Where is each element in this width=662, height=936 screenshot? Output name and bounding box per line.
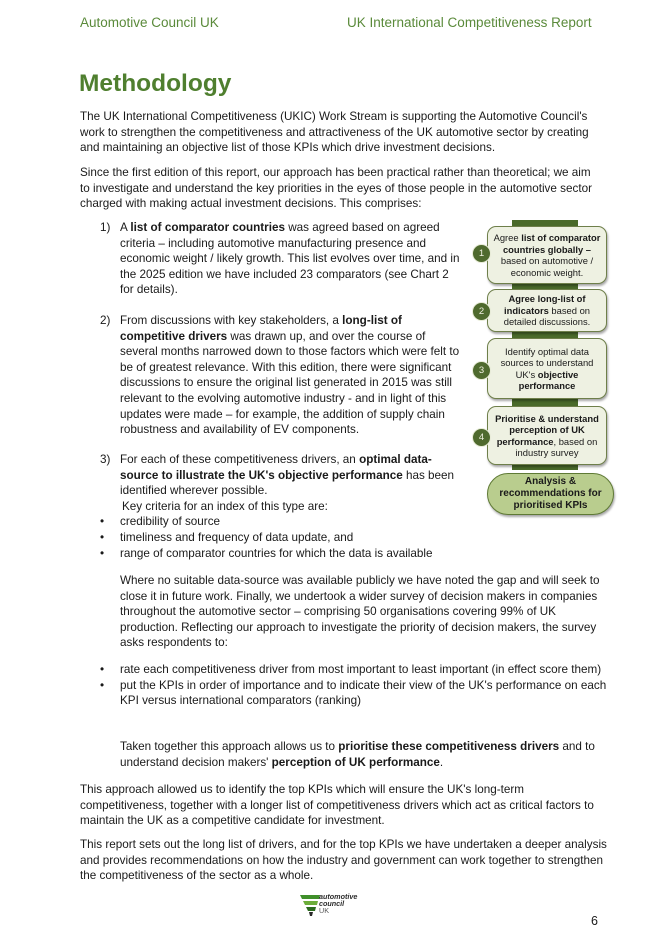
outro-paragraph-1: This approach allowed us to identify the top KPIs which will ensure the UK's long-term competitiveness, together with a longer list of competitiveness drivers which act as critical factors to maintain the UK as a competitive candidate for investment. bbox=[80, 783, 594, 828]
step-1-badge: 1 bbox=[472, 244, 491, 263]
intro-paragraph-1: The UK International Competitiveness (UKIC) Work Stream is supporting the Automotive Council's work to strengthen the competitiveness and attractiveness of the UK automotive sector by creating and maintaining an objective list of those KPIs which drive investment decisions. bbox=[80, 110, 589, 155]
step-2-badge: 2 bbox=[472, 302, 491, 321]
summary-paragraph: Taken together this approach allows us to prioritise these competitiveness drivers and to understand decision makers' perception of UK performance. bbox=[120, 740, 595, 769]
header-report-title: UK International Competitiveness Report bbox=[347, 15, 592, 30]
flow-final-outcome: Analysis & recommendations for prioritised KPIs bbox=[487, 473, 614, 515]
flow-step-4: Prioritise & understand perception of UK performance, based on industry survey bbox=[487, 406, 607, 465]
logo-mark-icon bbox=[300, 893, 320, 917]
intro-paragraph-2: Since the first edition of this report, our approach has been practical rather than theoretical; we aim to investigate and understand the key priorities in the eyes of those people in the automotive sector charged with making actual investment decisions. This comprises: bbox=[80, 166, 592, 211]
step-emphasis: long-list of competitive drivers bbox=[120, 314, 402, 343]
step-emphasis: optimal data-source to illustrate the UK's objective performance bbox=[120, 453, 432, 482]
criteria-item: • range of comparator countries for which the data is available bbox=[100, 546, 470, 562]
step-4-badge: 4 bbox=[472, 428, 491, 447]
methodology-flow-diagram bbox=[472, 220, 620, 520]
step-2: 2) From discussions with key stakeholders, a long-list of competitive drivers was drawn up, and over the course of several months narrowed down to those factors which were felt to be of greatest relevance. With this edition, there were significant discussions to ensure the original list generated in 2015 was still relevant to the evolving automotive industry - and in light of this updates were made – for example, the addition of supply chain robustness and availability of EV components. bbox=[100, 314, 460, 437]
step-emphasis: list of comparator countries bbox=[130, 221, 285, 234]
step-1: 1) A list of comparator countries was agreed based on agreed criteria – including automotive manufacturing presence and economic weight / likely growth. This list evolves over time, and in the 2025 edition we have included 23 comparators (see Chart 2 for details). bbox=[100, 221, 460, 297]
step-number: 2) bbox=[100, 314, 111, 327]
survey-bullet: • put the KPIs in order of importance and to indicate their view of the UK's performance on each KPI versus international comparators (ranking) bbox=[100, 678, 610, 709]
survey-paragraph: Where no suitable data-source was available publicly we have noted the gap and will seek to close it in future work. Finally, we undertook a wider survey of decision makers in companies throughout the automotive sector – comprising 50 organisations covering 99% of UK production. Reflecting our approach to investigate the priority of decision makers, the survey asks respondents to: bbox=[120, 574, 600, 650]
outro-paragraph-2: This report sets out the long list of drivers, and for the top KPIs we have undertaken a deeper analysis and provides recommendations on how the industry and government can work together to strengthen the competitiveness of the sector as a whole. bbox=[80, 838, 607, 883]
step-3: 3) For each of these competitiveness drivers, an optimal data-source to illustrate the UK's objective performance has been identified wherever possible. Key criteria for an index of this type are: • credibility of source • timeliness and frequency of data update, and • range of comparator countries for which the data is available bbox=[100, 452, 470, 561]
criteria-item: • timeliness and frequency of data update, and bbox=[100, 530, 470, 546]
automotive-council-logo: automotive council UK bbox=[300, 893, 370, 919]
criteria-item: • credibility of source bbox=[100, 514, 470, 530]
step-number: 1) bbox=[100, 221, 111, 234]
step-3-badge: 3 bbox=[472, 361, 491, 380]
step-number: 3) bbox=[100, 453, 111, 466]
flow-step-2: Agree long-list of indicators based on detailed discussions. bbox=[487, 289, 607, 332]
criteria-intro: Key criteria for an index of this type are: bbox=[122, 499, 328, 513]
header-org-name: Automotive Council UK bbox=[80, 15, 219, 30]
survey-bullet: • rate each competitiveness driver from most important to least important (in effect score them) bbox=[100, 662, 610, 678]
flow-step-1: Agree list of comparator countries globally – based on automotive / economic weight. bbox=[487, 226, 607, 284]
survey-bullets bbox=[100, 662, 610, 709]
page-number: 6 bbox=[591, 914, 598, 928]
flow-step-3: Identify optimal data sources to understand UK's objective performance bbox=[487, 338, 607, 399]
page-title: Methodology bbox=[79, 70, 232, 97]
